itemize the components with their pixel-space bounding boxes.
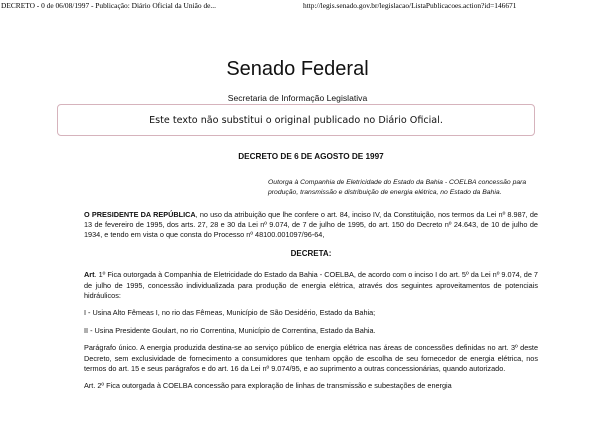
article-2: Art. 2º Fica outorgada à COELBA concessão para exploração de linhas de transmissão e subestações de energia [84, 381, 452, 391]
decree-title: DECRETO DE 6 DE AGOSTO DE 1997 [238, 152, 384, 161]
disclaimer-text: Este texto não substitui o original publicado no Diário Oficial. [149, 115, 443, 126]
print-header [0, 0, 595, 12]
preamble-lead: O PRESIDENTE DA REPÚBLICA [84, 209, 196, 219]
article-1-lead: Art [84, 270, 95, 280]
decreta-heading: DECRETA: [290, 248, 332, 258]
article-1 [84, 270, 538, 301]
site-title: Senado Federal [226, 58, 369, 80]
print-header-url: http://legis.senado.gov.br/legislacao/ListaPublicacoes.action?id=146671 [303, 1, 517, 10]
site-subtitle: Secretaria de Informação Legislativa [227, 93, 368, 103]
article-1-item-2: II - Usina Presidente Goulart, no rio Correntina, Município de Correntina, Estado da Bahia. [84, 325, 376, 335]
article-1-paragraph: Parágrafo único. A energia produzida destina-se ao serviço público de energia elétrica nas áreas de concessões definidas no art. 3º deste Decreto, sem exclusividade de fornecimento a consumidores que tenham opção de escolha de seu fornecedor de energia elétrica, nos termos do art. 15 e seus parágrafos e do art. 16 da Lei nº 9.074/95, e ao suprimento a outras concessionárias, quando autorizado. [84, 343, 538, 374]
decree-ementa: Outorga à Companhia de Eletricidade do Estado da Bahia - COELBA concessão para produção, transmissão e distribuição de energia elétrica, no Estado da Bahia. [268, 179, 527, 196]
decree-preamble [84, 210, 538, 241]
article-1-item-1: I - Usina Alto Fêmeas I, no rio das Fêmeas, Município de São Desidério, Estado da Bahia; [84, 308, 376, 318]
preamble-text: , no uso da atribuição que lhe confere o art. 84, inciso IV, da Constituição, nos termos da Lei nº 8.987, de 13 de fevereiro de 1995, dos arts. 27, 28 e 30 da Lei nº 9.074, de 7 de julho de 1995, do art. 150 do Decreto nº 24.643, de 10 de julho de 1934, e tendo em vista o que consta do Processo nº 48100.001097/96-64, [84, 209, 538, 240]
decree-content [84, 152, 538, 399]
disclaimer-notice [57, 104, 535, 136]
print-header-title: DECRETO - 0 de 06/08/1997 - Publicação: Diário Oficial da União de... [1, 1, 216, 10]
article-1-text: . 1º Fica outorgada à Companhia de Eletricidade do Estado da Bahia - COELBA, de acordo com o inciso I do art. 5º da Lei nº 9.074, de 7 de julho de 1995, concessão individualizada para produção de energia elétrica, através dos seguintes aproveitamentos de potenciais hidráulicos: [84, 270, 538, 301]
